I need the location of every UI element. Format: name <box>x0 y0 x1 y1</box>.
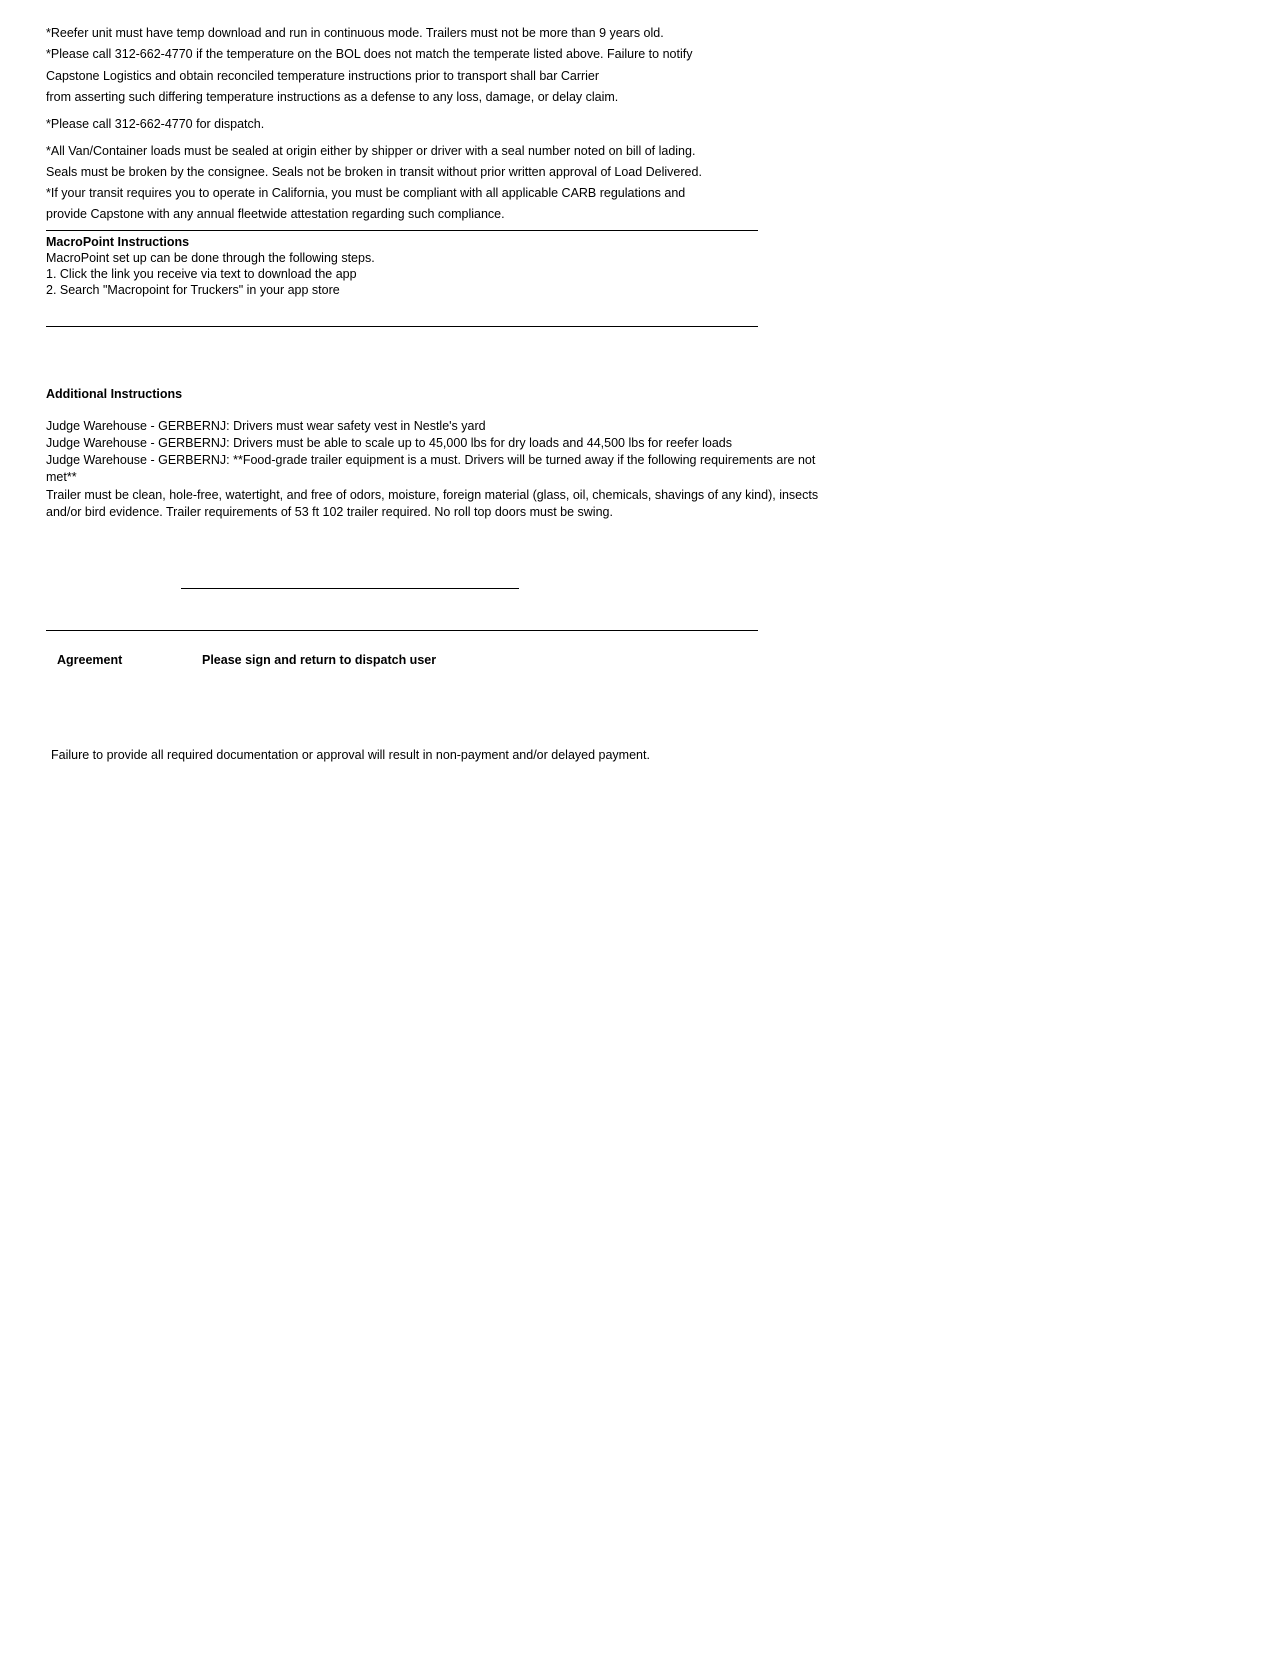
carb-note-line-2: provide Capstone with any annual fleetwide attestation regarding such compliance. <box>46 207 505 221</box>
additional-instruction-line: Judge Warehouse - GERBERNJ: Drivers must be able to scale up to 45,000 lbs for dry loads and 44,500 lbs for reefer loads <box>46 436 732 450</box>
reefer-note-line-3: Capstone Logistics and obtain reconciled temperature instructions prior to transport shall bar Carrier <box>46 69 600 83</box>
additional-instruction-line: Judge Warehouse - GERBERNJ: Drivers must wear safety vest in Nestle's yard <box>46 419 486 433</box>
additional-instruction-line: Trailer must be clean, hole-free, watertight, and free of odors, moisture, foreign material (glass, oil, chemicals, shavings of any kind), insects <box>46 488 819 502</box>
divider-rule <box>46 326 758 327</box>
payment-warning: Failure to provide all required documentation or approval will result in non-payment and/or delayed payment. <box>51 748 650 762</box>
additional-instruction-line: and/or bird evidence. Trailer requirements of 53 ft 102 trailer required. No roll top doors must be swing. <box>46 505 613 519</box>
agreement-label: Agreement <box>57 653 123 667</box>
seal-note-line-2: Seals must be broken by the consignee. Seals not be broken in transit without prior written approval of Load Delivered. <box>46 165 702 179</box>
reefer-note-line-1: *Reefer unit must have temp download and run in continuous mode. Trailers must not be more than 9 years old. <box>46 26 664 40</box>
divider-rule <box>46 630 758 631</box>
additional-instructions-heading: Additional Instructions <box>46 387 183 401</box>
macropoint-heading: MacroPoint Instructions <box>46 235 190 249</box>
dispatch-note: *Please call 312-662-4770 for dispatch. <box>46 117 265 131</box>
additional-instruction-line: Judge Warehouse - GERBERNJ: **Food-grade trailer equipment is a must. Drivers will be turned away if the following requirements are not <box>46 453 816 467</box>
signature-line[interactable] <box>181 588 519 589</box>
macropoint-step-1: 1. Click the link you receive via text to download the app <box>46 267 357 281</box>
additional-instruction-line: met** <box>46 470 77 484</box>
agreement-instruction: Please sign and return to dispatch user <box>202 653 437 667</box>
reefer-note-line-4: from asserting such differing temperature instructions as a defense to any loss, damage, or delay claim. <box>46 90 619 104</box>
macropoint-step-2: 2. Search "Macropoint for Truckers" in your app store <box>46 283 340 297</box>
macropoint-intro: MacroPoint set up can be done through the following steps. <box>46 251 375 265</box>
carb-note-line-1: *If your transit requires you to operate in California, you must be compliant with all applicable CARB regulations and <box>46 186 686 200</box>
reefer-note-line-2: *Please call 312-662-4770 if the temperature on the BOL does not match the temperate listed above. Failure to notify <box>46 47 693 61</box>
seal-note-line-1: *All Van/Container loads must be sealed at origin either by shipper or driver with a seal number noted on bill of lading. <box>46 144 696 158</box>
divider-rule <box>46 230 758 231</box>
